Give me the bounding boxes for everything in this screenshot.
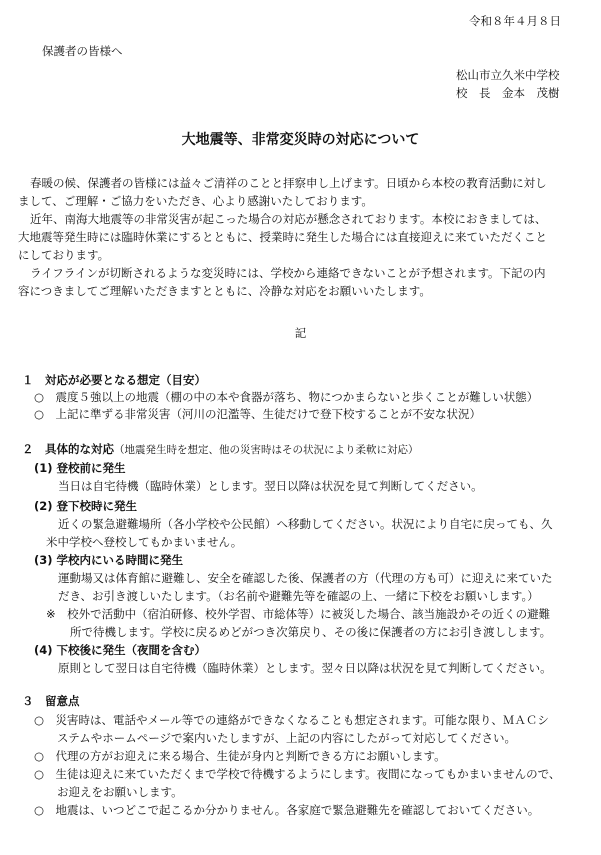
document-title: 大地震等、非常変災時の対応について xyxy=(181,132,420,148)
sub3-body: だき、お引き渡しいたします。（お名前や避難先等を確認の上、一緒に下校をお願いします。） xyxy=(58,589,539,603)
sub1-title: (1) 登校前に発生 xyxy=(34,461,126,475)
sub4-body: 原則として翌日は自宅待機（臨時休業）とします。翌々日以降は状況を見て判断してください。 xyxy=(58,661,552,675)
section2-heading-note: （地震発生時を想定、他の災害時はその状況により柔軟に対応） xyxy=(114,444,419,456)
section1-item: ○ 上記に準ずる非常災害（河川の氾濫等、生徒だけで登下校することが不安な状況） xyxy=(34,407,482,421)
section1-heading: １ 対応が必要となる想定（目安） xyxy=(22,373,206,387)
sub2-body: 近くの緊急避難場所（各小学校や公民館）へ移動してください。状況により自宅に戻っても、久 xyxy=(58,517,553,531)
section3-item: お迎えをお願いします。 xyxy=(34,785,183,799)
intro-line: 容につきましてご理解いただきますとともに、冷静な対応をお願いいたします。 xyxy=(18,284,431,298)
section1-item: ○ 震度５強以上の地震（棚の中の本や食器が落ち、物につかまらないと歩くことが難しい状態） xyxy=(34,390,539,404)
sub2-body: 米中学校へ登校してもかまいません。 xyxy=(46,535,243,549)
section3-heading: ３ 留意点 xyxy=(22,694,80,708)
section3-item: ステムやホームページで案内いたしますが、上記の内容にしたがって対応してください。 xyxy=(34,731,516,745)
principal-name: 校 長 金本 茂樹 xyxy=(456,86,560,100)
section3-item: ○ 生徒は迎えに来ていただくまで学校で待機するようにします。夜間になってもかまいませんので、 xyxy=(34,767,561,781)
section3-item: ○ 災害時は、電話やメール等での連絡ができなくなることも想定されます。可能な限り、ＭＡＣシ xyxy=(34,713,549,727)
intro-line: ライフラインが切断されるような変災時には、学校から連絡できないことが予想されます。下記の内 xyxy=(30,266,546,280)
sub3-note: ※ 校外で活動中（宿泊研修、校外学習、市総体等）に被災した場合、該当施設かその近くの避難 xyxy=(46,607,551,621)
sub3-body: 運動場又は体育館に避難し、安全を確認した後、保護者の方（代理の方も可）に迎えに来ていた xyxy=(58,571,553,585)
sub1-body: 当日は自宅待機（臨時休業）とします。翌日以降は状況を見て判断してください。 xyxy=(58,479,483,493)
intro-line: にしております。 xyxy=(18,248,110,262)
recipient-line: 保護者の皆様へ xyxy=(42,44,123,58)
section2-heading-row xyxy=(22,442,419,458)
section3-item: ○ 代理の方がお迎えに来る場合、生徒が身内と判断できる方にお願いします。 xyxy=(34,749,446,763)
ki-marker: 記 xyxy=(294,326,307,340)
intro-line: 春暖の候、保護者の皆様には益々ご清祥のことと拝察申し上げます。日頃から本校の教育活動に対し xyxy=(30,176,547,190)
school-name: 松山市立久米中学校 xyxy=(456,68,560,82)
document-date: 令和８年４月８日 xyxy=(469,14,561,28)
sub3-title: (3) 学校内にいる時間に発生 xyxy=(34,553,184,567)
intro-line: 大地震等発生時には臨時休業にするとともに、授業時に発生した場合には直接迎えに来ていただくこと xyxy=(18,230,547,244)
sub4-title: (4) 下校後に発生（夜間を含む） xyxy=(34,643,207,657)
section3-item: ○ 地震は、いつどこで起こるか分かりません。各家庭で緊急避難先を確認しておいてください。 xyxy=(34,803,540,817)
intro-line: 近年、南海大地震等の非常災害が起こった場合の対応が懸念されております。本校におきましては、 xyxy=(30,212,547,226)
section2-heading: ２ 具体的な対応 xyxy=(22,442,114,456)
sub2-title: (2) 登下校時に発生 xyxy=(34,499,138,513)
sub3-note: 所で待機します。学校に戻るめどがつき次第戻り、その後に保護者の方にお引き渡しします。 xyxy=(70,625,552,639)
intro-line: まして、ご理解・ご協力をいただき、心より感謝いたしております。 xyxy=(18,194,373,208)
